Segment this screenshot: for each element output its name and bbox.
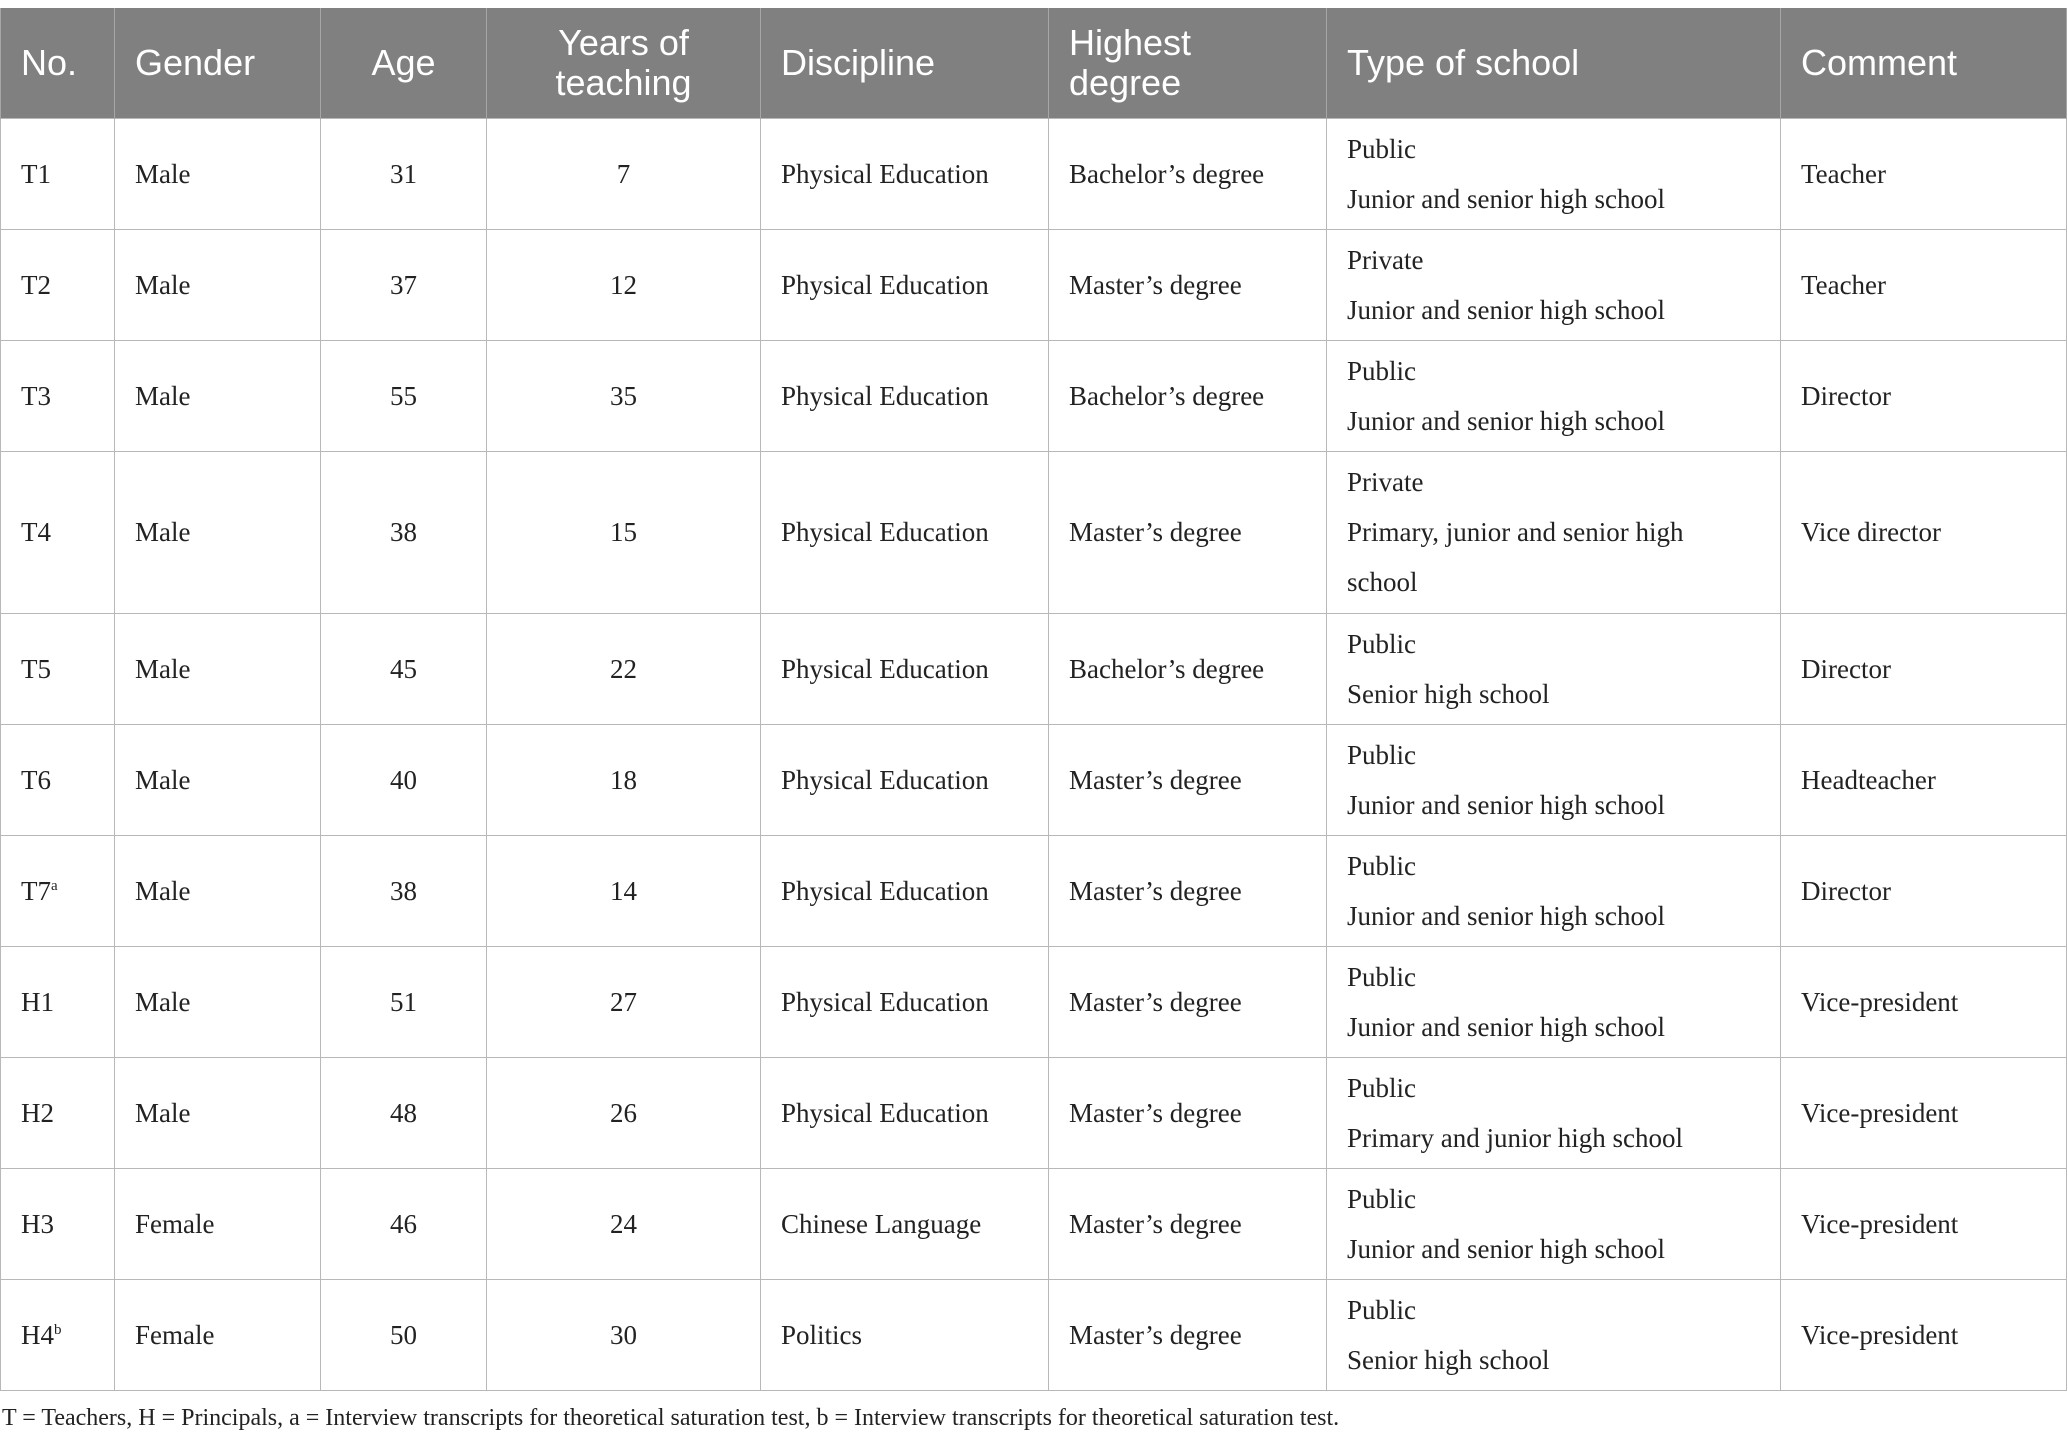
cell-years: 14 (487, 835, 761, 946)
table-row (1, 1279, 2067, 1390)
cell-no-value: T5 (21, 653, 51, 684)
cell-degree: Master’s degree (1049, 1057, 1327, 1168)
cell-gender: Male (115, 1057, 321, 1168)
table-row (1, 946, 2067, 1057)
cell-degree: Bachelor’s degree (1049, 340, 1327, 451)
cell-comment: Vice-president (1781, 1057, 2067, 1168)
header-row (1, 8, 2067, 118)
cell-years: 15 (487, 451, 761, 613)
cell-discipline: Physical Education (761, 946, 1049, 1057)
school-level: Junior and senior high school (1347, 1011, 1665, 1042)
cell-comment: Vice director (1781, 451, 2067, 613)
cell-degree: Bachelor’s degree (1049, 613, 1327, 724)
school-type: Public (1347, 850, 1417, 881)
cell-no (1, 451, 115, 613)
cell-gender: Male (115, 451, 321, 613)
cell-type-of-school (1327, 229, 1781, 340)
cell-years: 24 (487, 1168, 761, 1279)
cell-no (1, 229, 115, 340)
school-level: Junior and senior high school (1347, 1233, 1665, 1264)
header-degree-line-2: degree (1069, 61, 1182, 103)
cell-age: 38 (321, 835, 487, 946)
cell-comment: Director (1781, 613, 2067, 724)
cell-age: 46 (321, 1168, 487, 1279)
school-type: Public (1347, 1294, 1417, 1325)
school-level: Primary and junior high school (1347, 1122, 1683, 1153)
table-row (1, 1168, 2067, 1279)
school-type: Public (1347, 628, 1417, 659)
cell-discipline: Physical Education (761, 835, 1049, 946)
school-type: Public (1347, 739, 1417, 770)
school-type: Public (1347, 355, 1417, 386)
header-degree-line-1: Highest (1069, 21, 1192, 63)
cell-type-of-school (1327, 1279, 1781, 1390)
cell-gender: Male (115, 724, 321, 835)
cell-comment: Headteacher (1781, 724, 2067, 835)
cell-age: 40 (321, 724, 487, 835)
school-type: Private (1347, 467, 1424, 497)
table-row (1, 724, 2067, 835)
school-type: Private (1347, 244, 1424, 275)
header-discipline: Discipline (761, 8, 1049, 118)
cell-comment: Director (1781, 340, 2067, 451)
school-level: Primary, junior and senior high school (1347, 517, 1684, 597)
cell-discipline: Physical Education (761, 1057, 1049, 1168)
cell-gender: Male (115, 946, 321, 1057)
cell-type-of-school (1327, 1168, 1781, 1279)
cell-no-value: T7 (21, 875, 51, 906)
cell-degree: Master’s degree (1049, 835, 1327, 946)
cell-years: 22 (487, 613, 761, 724)
cell-no-value: T2 (21, 269, 51, 300)
header-highest-degree (1049, 8, 1327, 118)
cell-years: 35 (487, 340, 761, 451)
header-years-line-1: Years of (558, 21, 689, 63)
cell-no-value: T6 (21, 764, 51, 795)
header-age: Age (321, 8, 487, 118)
school-level: Senior high school (1347, 1344, 1550, 1375)
cell-discipline: Physical Education (761, 451, 1049, 613)
school-level: Junior and senior high school (1347, 405, 1665, 436)
footnote-marker: b (54, 1321, 62, 1338)
cell-no (1, 1057, 115, 1168)
table-footnote: T = Teachers, H = Principals, a = Interview transcripts for theoretical saturation test, b = Interview transcripts for theoretical saturation test. (2, 1404, 1340, 1431)
cell-type-of-school (1327, 613, 1781, 724)
table-row (1, 1057, 2067, 1168)
cell-degree: Master’s degree (1049, 946, 1327, 1057)
cell-no-value: T3 (21, 380, 51, 411)
cell-no (1, 118, 115, 229)
cell-discipline: Physical Education (761, 229, 1049, 340)
cell-type-of-school (1327, 724, 1781, 835)
cell-degree: Master’s degree (1049, 229, 1327, 340)
cell-age: 37 (321, 229, 487, 340)
cell-type-of-school (1327, 835, 1781, 946)
header-type-of-school: Type of school (1327, 8, 1781, 118)
cell-age: 51 (321, 946, 487, 1057)
table-row (1, 835, 2067, 946)
footnote-marker: a (51, 877, 58, 894)
cell-gender: Female (115, 1279, 321, 1390)
cell-degree: Master’s degree (1049, 1168, 1327, 1279)
table-row (1, 340, 2067, 451)
cell-comment: Teacher (1781, 229, 2067, 340)
cell-gender: Male (115, 340, 321, 451)
cell-comment: Vice-president (1781, 1168, 2067, 1279)
cell-age: 45 (321, 613, 487, 724)
cell-degree: Bachelor’s degree (1049, 118, 1327, 229)
school-level: Junior and senior high school (1347, 294, 1665, 325)
cell-no-value: H1 (21, 986, 54, 1017)
school-level: Junior and senior high school (1347, 789, 1665, 820)
cell-no (1, 724, 115, 835)
cell-degree: Master’s degree (1049, 1279, 1327, 1390)
cell-comment: Teacher (1781, 118, 2067, 229)
cell-type-of-school (1327, 1057, 1781, 1168)
header-years-line-2: teaching (555, 61, 692, 103)
school-type: Public (1347, 1072, 1417, 1103)
cell-type-of-school (1327, 118, 1781, 229)
school-type: Public (1347, 961, 1417, 992)
school-level: Senior high school (1347, 678, 1550, 709)
cell-age: 48 (321, 1057, 487, 1168)
cell-discipline: Chinese Language (761, 1168, 1049, 1279)
cell-years: 30 (487, 1279, 761, 1390)
cell-no (1, 613, 115, 724)
table-row (1, 229, 2067, 340)
cell-no-value: H3 (21, 1208, 54, 1239)
cell-gender: Male (115, 613, 321, 724)
cell-gender: Male (115, 118, 321, 229)
table-row (1, 451, 2067, 613)
cell-no-value: H4 (21, 1319, 54, 1350)
cell-comment: Director (1781, 835, 2067, 946)
cell-no-value: H2 (21, 1097, 54, 1128)
school-level: Junior and senior high school (1347, 183, 1665, 214)
table-page (0, 8, 2066, 1432)
cell-degree: Master’s degree (1049, 451, 1327, 613)
cell-no (1, 1168, 115, 1279)
cell-no (1, 1279, 115, 1390)
cell-comment: Vice-president (1781, 946, 2067, 1057)
school-type: Public (1347, 133, 1417, 164)
cell-type-of-school (1327, 946, 1781, 1057)
table-header (1, 8, 2067, 118)
cell-age: 50 (321, 1279, 487, 1390)
cell-no-value: T4 (21, 517, 51, 547)
cell-age: 55 (321, 340, 487, 451)
cell-discipline: Physical Education (761, 613, 1049, 724)
header-comment: Comment (1781, 8, 2067, 118)
cell-degree: Master’s degree (1049, 724, 1327, 835)
school-type: Public (1347, 1183, 1417, 1214)
header-no: No. (1, 8, 115, 118)
cell-years: 26 (487, 1057, 761, 1168)
header-gender: Gender (115, 8, 321, 118)
cell-discipline: Physical Education (761, 118, 1049, 229)
cell-no-value: T1 (21, 158, 51, 189)
table-row (1, 118, 2067, 229)
table-body (1, 118, 2067, 1390)
cell-type-of-school (1327, 451, 1781, 613)
cell-age: 31 (321, 118, 487, 229)
cell-gender: Male (115, 229, 321, 340)
table-row (1, 613, 2067, 724)
cell-years: 7 (487, 118, 761, 229)
cell-no (1, 946, 115, 1057)
cell-discipline: Physical Education (761, 724, 1049, 835)
participants-table (0, 8, 2067, 1391)
header-years-of-teaching (487, 8, 761, 118)
cell-age: 38 (321, 451, 487, 613)
cell-type-of-school (1327, 340, 1781, 451)
cell-gender: Female (115, 1168, 321, 1279)
school-level: Junior and senior high school (1347, 900, 1665, 931)
cell-years: 12 (487, 229, 761, 340)
cell-years: 18 (487, 724, 761, 835)
cell-discipline: Politics (761, 1279, 1049, 1390)
cell-no (1, 340, 115, 451)
cell-years: 27 (487, 946, 761, 1057)
cell-discipline: Physical Education (761, 340, 1049, 451)
cell-gender: Male (115, 835, 321, 946)
cell-no (1, 835, 115, 946)
cell-comment: Vice-president (1781, 1279, 2067, 1390)
